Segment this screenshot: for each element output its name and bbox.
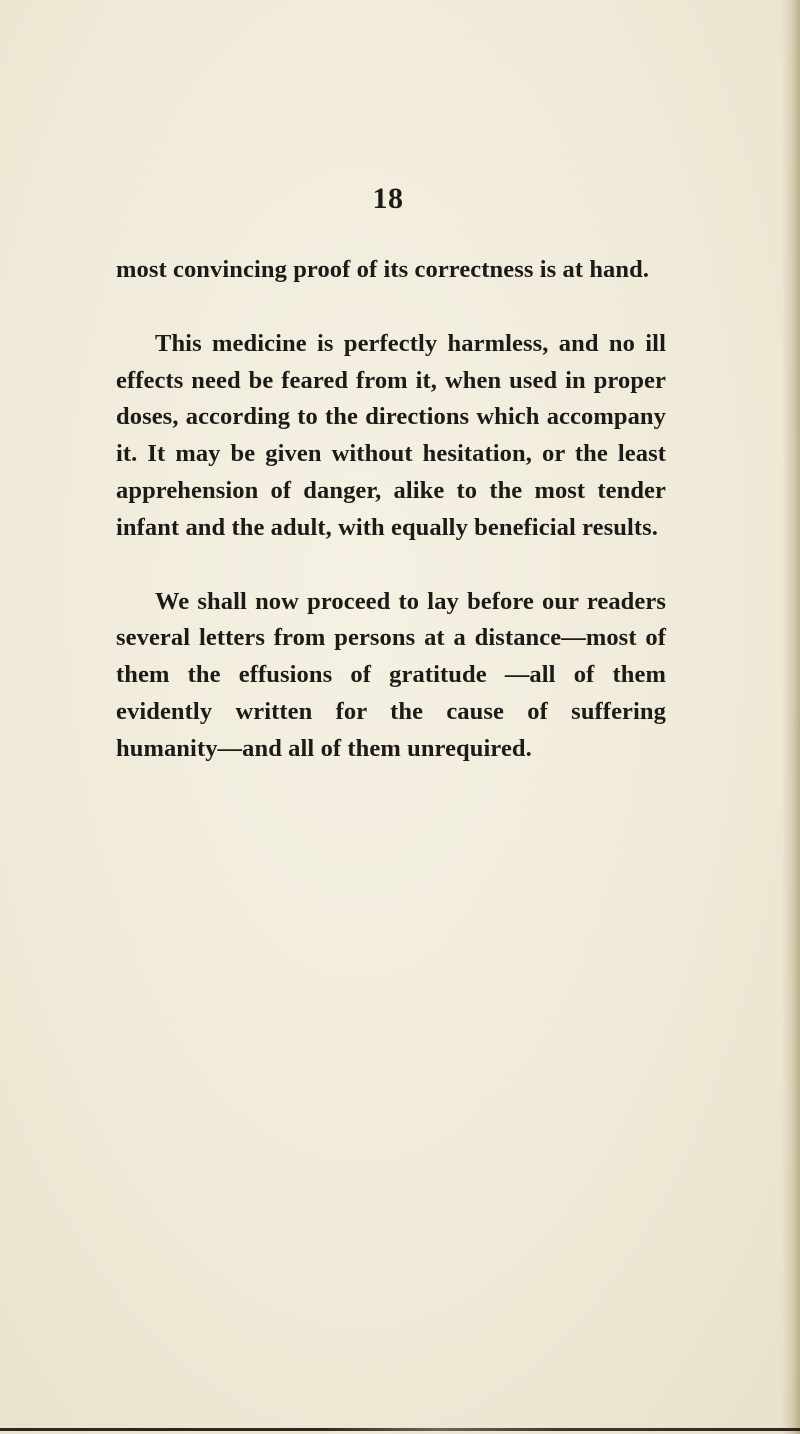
page-number: 18 [372, 182, 404, 215]
paragraph-medicine-harmless: This medicine is perfectly harmless, and no ill effects need be feared from it, when used in proper doses, according to the directions which accompany it. It may be given without hesitation, or the least apprehension of danger, alike to the most tender infant and the adult, with equally beneficial results. [116, 329, 666, 541]
body-text [116, 252, 666, 768]
page-edge-shadow [782, 0, 800, 1434]
bottom-edge-line [0, 1428, 800, 1431]
paragraph-continuation: most convincing proof of its correctness is at hand. [116, 256, 650, 283]
paragraph-letters: We shall now proceed to lay before our readers several letters from persons at a distance—most of them the effusions of gratitude —all of them evidently written for the cause of suffering humanity—and all of them unrequired. [116, 587, 666, 762]
